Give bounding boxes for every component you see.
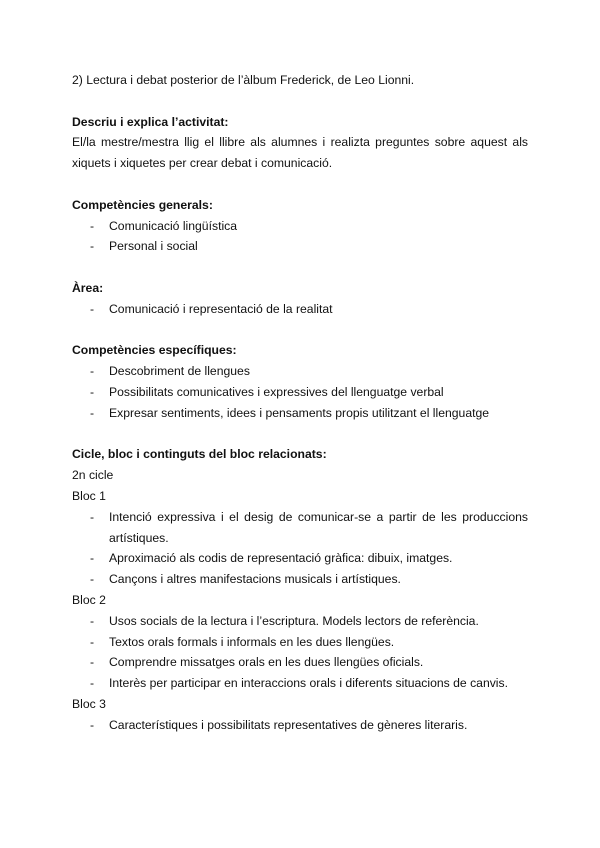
list-item: [72, 611, 528, 632]
list-item-text: Comprendre missatges orals en les dues llengües oficials.: [109, 655, 424, 670]
list-item-text: Cançons i altres manifestacions musicals i artístiques.: [109, 572, 401, 587]
dash-bullet: -: [90, 239, 95, 254]
list-item: [72, 548, 528, 569]
list-item: [72, 507, 528, 549]
list-item: [72, 236, 528, 257]
list-item: [72, 569, 528, 590]
list-item-text: Possibilitats comunicatives i expressives del llenguatge verbal: [109, 384, 444, 399]
list-item: [72, 632, 528, 653]
dash-bullet: -: [90, 301, 95, 316]
dash-bullet: -: [90, 384, 95, 399]
list-item-text: Interès per participar en interaccions orals i diferents situacions de canvis.: [109, 676, 508, 691]
dash-bullet: -: [90, 364, 95, 379]
general-competences-list: [72, 216, 528, 258]
bloc-1-list: [72, 507, 528, 590]
dash-bullet: -: [90, 405, 95, 420]
cycle-heading: Cicle, bloc i continguts del bloc relacionats:: [72, 447, 327, 462]
dash-bullet: -: [90, 655, 95, 670]
list-item: [72, 715, 528, 736]
general-competences-heading: Competències generals:: [72, 197, 213, 212]
list-item: [72, 299, 528, 320]
dash-bullet: -: [90, 551, 95, 566]
dash-bullet: -: [90, 717, 95, 732]
list-item-text: Comunicació i representació de la realitat: [109, 301, 333, 316]
dash-bullet: -: [90, 676, 95, 691]
list-item-text: Aproximació als codis de representació gràfica: dibuix, imatges.: [109, 551, 453, 566]
dash-bullet: -: [90, 218, 95, 233]
list-item: [72, 382, 528, 403]
activity-intro: 2) Lectura i debat posterior de l’àlbum Frederick, de Leo Lionni.: [72, 73, 415, 87]
area-heading: Àrea:: [72, 280, 104, 295]
bloc-label: Bloc 3: [72, 696, 106, 711]
list-item-text: Expresar sentiments, idees i pensaments propis utilitzant el llenguatge: [109, 405, 490, 420]
specific-competences-heading: Competències específiques:: [72, 343, 237, 358]
describe-text: El/la mestre/mestra llig el llibre als alumnes i realizta preguntes sobre aquest als xiquets i xiquetes per crear debat i comunicació.: [72, 135, 528, 171]
bloc-2-list: [72, 611, 528, 694]
dash-bullet: -: [90, 613, 95, 628]
list-item-text: Personal i social: [109, 239, 198, 254]
dash-bullet: -: [90, 509, 95, 524]
dash-bullet: -: [90, 634, 95, 649]
list-item-text: Usos socials de la lectura i l’escriptura. Models lectors de referència.: [109, 613, 479, 628]
list-item: [72, 673, 528, 694]
list-item: [72, 403, 528, 424]
document-page: [72, 70, 528, 736]
describe-heading: Descriu i explica l’activitat:: [72, 114, 229, 129]
dash-bullet: -: [90, 572, 95, 587]
list-item: [72, 361, 528, 382]
list-item: [72, 652, 528, 673]
list-item-text: Comunicació lingüística: [109, 218, 238, 233]
bloc-label: Bloc 2: [72, 592, 106, 607]
list-item-text: Intenció expressiva i el desig de comunicar-se a partir de les produccions artístiques.: [109, 509, 528, 545]
list-item-text: Característiques i possibilitats representatives de gèneres literaris.: [109, 717, 468, 732]
list-item-text: Textos orals formals i informals en les dues llengües.: [109, 634, 395, 649]
list-item-text: Descobriment de llengues: [109, 364, 250, 379]
specific-competences-list: [72, 361, 528, 423]
bloc-3-list: [72, 715, 528, 736]
bloc-label: Bloc 1: [72, 488, 106, 503]
list-item: [72, 216, 528, 237]
cycle-label: 2n cicle: [72, 468, 114, 483]
area-list: [72, 299, 528, 320]
